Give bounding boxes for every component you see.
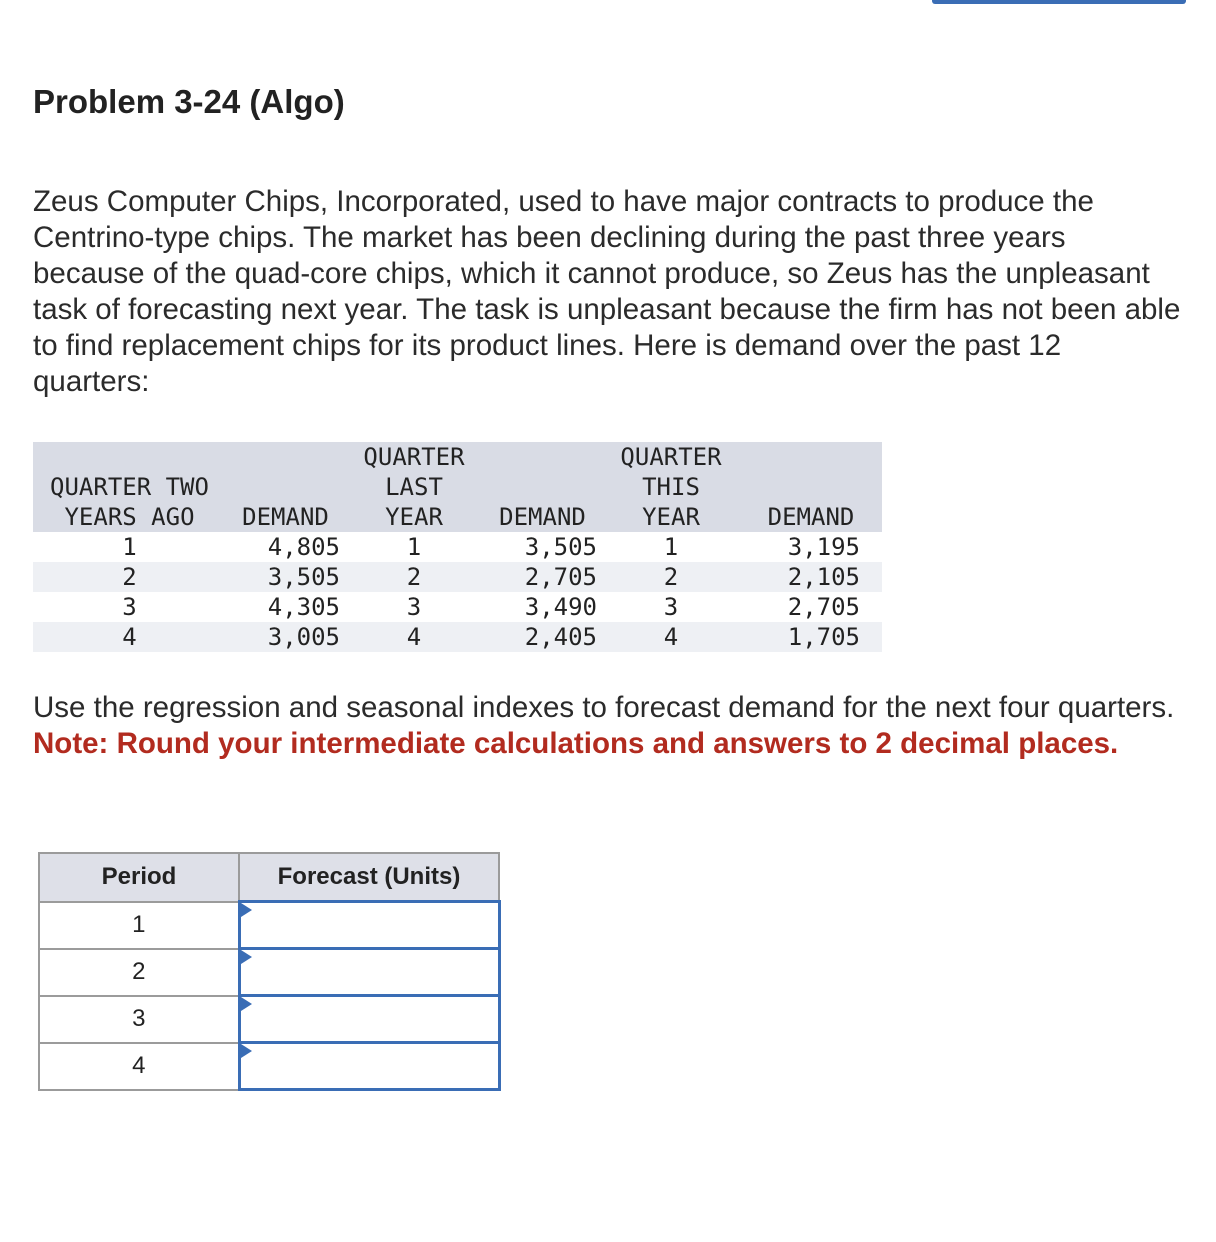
quarter-cell: 4 [602,622,740,652]
demand-cell: 4,805 [267,533,340,561]
demand-cell: 3,505 [524,533,597,561]
problem-statement: Zeus Computer Chips, Incorporated, used to have major contracts to produce the Centrino-type chips. The market has been declining during the past three years because of the quad-core chips, which it cannot produce, so Zeus has the unpleasant task of forecasting next year. The task is unpleasant because the firm has not been able to find replacement chips for its product lines. Here is demand over the past 12 quarters: [33,185,1181,398]
quarter-cell: 3 [122,593,137,621]
header-demand-3: DEMAND [740,442,882,532]
table-row [33,532,882,562]
input-marker-icon [241,950,252,964]
demand-cell: 3,195 [787,533,860,561]
forecast-cell [239,949,499,996]
page-title: Problem 3-24 (Algo) [33,83,345,120]
table-row [39,902,499,949]
quarter-cell: 1 [122,533,137,561]
input-marker-icon [241,1044,252,1058]
quarter-cell: 4 [345,622,483,652]
demand-table [33,442,882,652]
demand-cell: 4,305 [267,593,340,621]
header-demand-2: DEMAND [483,442,602,532]
input-marker-icon [241,903,252,917]
table-row [39,949,499,996]
header-demand-1: DEMAND [226,442,345,532]
forecast-input-period-2[interactable] [241,950,498,994]
table-row [33,622,882,652]
quarter-cell: 1 [406,533,422,561]
forecast-table [38,852,501,1091]
forecast-table-header [39,853,499,902]
header-quarter-last-year: QUARTER LAST YEAR [345,442,483,532]
instructions-text: Use the regression and seasonal indexes to forecast demand for the next four quarters. [33,691,1175,724]
demand-cell: 2,705 [787,593,860,621]
input-marker-icon [241,997,252,1011]
period-cell: 1 [39,902,239,949]
demand-cell: 2,705 [483,562,602,592]
header-quarter-this-year: QUARTER THIS YEAR [602,442,740,532]
quarter-cell: 3 [663,593,679,621]
table-row [39,1043,499,1090]
top-accent-bar [932,0,1186,4]
quarter-cell: 2 [33,562,226,592]
demand-cell: 3,505 [226,562,345,592]
header-quarter-two-years-ago: QUARTER TWO YEARS AGO [33,442,226,532]
demand-cell: 3,490 [524,593,597,621]
forecast-cell [239,1043,499,1090]
demand-cell: 2,105 [740,562,882,592]
demand-cell: 3,005 [226,622,345,652]
forecast-cell [239,902,499,949]
rounding-note: Note: Round your intermediate calculations and answers to 2 decimal places. [33,727,1119,760]
table-row [33,592,882,622]
forecast-input-period-1[interactable] [241,903,498,947]
header-forecast-units: Forecast (Units) [239,853,499,902]
period-cell: 3 [39,996,239,1043]
quarter-cell: 1 [663,533,679,561]
demand-cell: 1,705 [740,622,882,652]
demand-table-header [33,442,882,532]
quarter-cell: 4 [33,622,226,652]
quarter-cell: 2 [602,562,740,592]
forecast-input-period-4[interactable] [241,1044,498,1088]
demand-cell: 2,405 [483,622,602,652]
quarter-cell: 2 [345,562,483,592]
period-cell: 4 [39,1043,239,1090]
table-row [39,996,499,1043]
table-row [33,562,882,592]
forecast-cell [239,996,499,1043]
period-cell: 2 [39,949,239,996]
header-period: Period [39,853,239,902]
quarter-cell: 3 [406,593,422,621]
instructions [33,690,1183,762]
forecast-input-period-3[interactable] [241,997,498,1041]
